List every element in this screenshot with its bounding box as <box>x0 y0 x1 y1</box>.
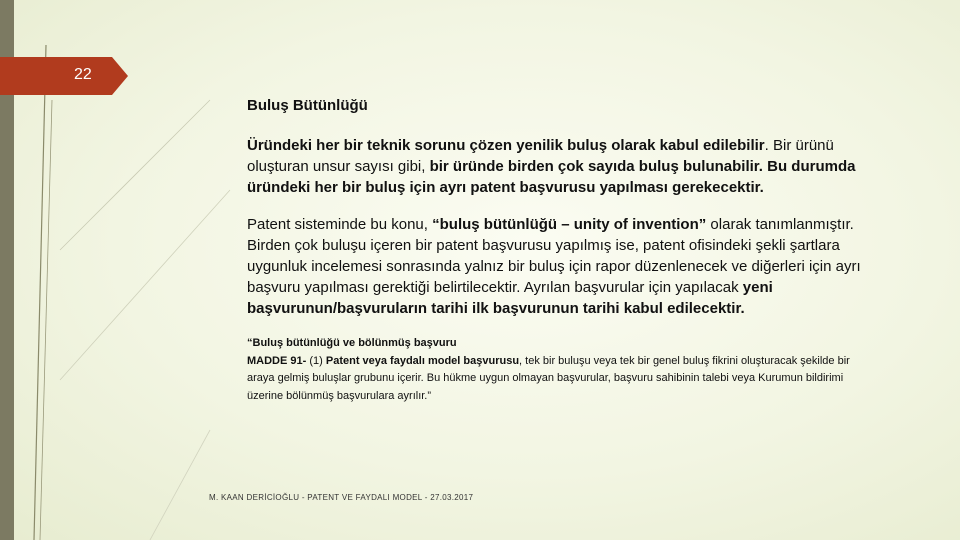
para2-bold-1: “buluş bütünlüğü – unity of invention” <box>432 216 707 233</box>
slide-title: Buluş Bütünlüğü <box>247 97 368 114</box>
para1-bold-2: bir üründe birden çok sayıda buluş bulunabilir. Bu durumda üründeki her bir buluş için ayrı patent başvurusu yapılması gerekecektir. <box>247 158 856 196</box>
para1-bold-1: Üründeki her bir teknik sorunu çözen yenilik buluş olarak kabul edilebilir <box>247 137 765 154</box>
quote-text-1: (1) <box>306 354 326 367</box>
quote-bold-term: Patent veya faydalı model başvurusu <box>325 354 520 367</box>
quote-text-2: , tek bir buluşu veya tek bir genel buluş fikrini oluşturacak şekilde bir araya gelmiş buluşlar grubunu içerir. Bu hükme uygun olmayan başvurular, başvuru sahibinin talebi veya Kurumun bildirimi üzerine bölünmüş başvurulara ayrılır.” <box>247 354 850 402</box>
quote-article: MADDE 91- <box>247 354 307 367</box>
para1-text-1: . Bir ürünü oluşturan unsur sayısı gibi, <box>247 137 834 175</box>
slide-footer: M. KAAN DERİCİOĞLU - PATENT VE FAYDALI MODEL - 27.03.2017 <box>209 493 474 502</box>
slide-number-tab <box>0 57 128 95</box>
paragraph-1 <box>247 135 867 198</box>
slide-number: 22 <box>74 66 92 83</box>
quote-heading: “Buluş bütünlüğü ve bölünmüş başvuru <box>247 337 457 349</box>
law-quote <box>247 335 867 405</box>
paragraph-2 <box>247 214 867 319</box>
para2-text-2: olarak tanımlanmıştır. Birden çok buluşu içeren bir patent başvurusu yapılmış ise, patent ofisindeki şekli şartlara uygunluk incelemesi sonrasında yalnız bir buluş için rapor düzenlenecek ve diğerleri için ayrı başvuru yapılması gerektiği belirtilecektir. Ayrılan başvurular için yapılacak <box>247 216 861 296</box>
para2-text-1: Patent sisteminde bu konu, <box>247 216 433 233</box>
slide-content <box>247 97 867 405</box>
para2-bold-2: yeni başvurunun/başvuruların tarihi ilk başvurunun tarihi kabul edilecektir. <box>247 279 773 317</box>
